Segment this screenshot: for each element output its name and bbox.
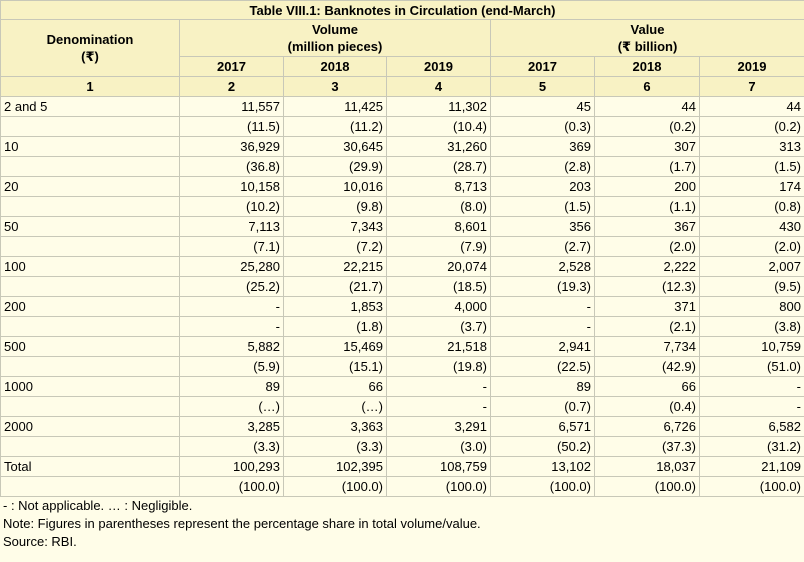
year-header: 2017 — [180, 57, 284, 77]
value-cell: 31,260 — [387, 137, 491, 157]
table-row-share — [1, 197, 804, 217]
table-notes — [0, 497, 804, 551]
value-cell: 5,882 — [180, 337, 284, 357]
table-row — [1, 177, 804, 197]
table-row — [1, 417, 804, 437]
value-unit: (₹ billion) — [617, 39, 678, 54]
value-cell: 3,285 — [180, 417, 284, 437]
table-row-share — [1, 437, 804, 457]
share-cell: (0.8) — [700, 197, 804, 217]
empty-cell — [1, 197, 180, 217]
empty-cell — [1, 157, 180, 177]
value-cell: 200 — [595, 177, 700, 197]
volume-unit: (million pieces) — [287, 39, 383, 54]
value-header — [491, 20, 804, 57]
table-row-share — [1, 277, 804, 297]
legend-note: - : Not applicable. … : Negligible. — [3, 498, 193, 513]
share-cell: (3.7) — [387, 317, 491, 337]
value-cell: 11,425 — [284, 97, 387, 117]
table-row — [1, 457, 804, 477]
value-cell: 313 — [700, 137, 804, 157]
denomination-cell: Total — [1, 457, 180, 477]
column-number: 3 — [284, 77, 387, 97]
value-cell: 66 — [595, 377, 700, 397]
denomination-cell: 1000 — [1, 377, 180, 397]
year-header: 2018 — [284, 57, 387, 77]
share-cell: (7.9) — [387, 237, 491, 257]
share-cell: (100.0) — [491, 477, 595, 497]
share-cell: (11.2) — [284, 117, 387, 137]
column-number: 1 — [1, 77, 180, 97]
value-cell: 44 — [595, 97, 700, 117]
share-cell: (11.5) — [180, 117, 284, 137]
value-cell: 21,518 — [387, 337, 491, 357]
share-cell: (2.1) — [595, 317, 700, 337]
share-cell: (1.7) — [595, 157, 700, 177]
value-cell: 7,734 — [595, 337, 700, 357]
share-cell: (1.5) — [491, 197, 595, 217]
denomination-unit: (₹) — [81, 49, 99, 64]
denomination-cell: 10 — [1, 137, 180, 157]
denomination-cell: 2000 — [1, 417, 180, 437]
share-cell: (9.5) — [700, 277, 804, 297]
share-cell: (1.5) — [700, 157, 804, 177]
value-cell: - — [180, 297, 284, 317]
share-cell: - — [700, 397, 804, 417]
value-cell: 89 — [180, 377, 284, 397]
year-header: 2017 — [491, 57, 595, 77]
share-cell: (50.2) — [491, 437, 595, 457]
value-label: Value — [630, 22, 665, 37]
value-cell: 369 — [491, 137, 595, 157]
value-cell: 2,528 — [491, 257, 595, 277]
column-number: 2 — [180, 77, 284, 97]
column-number: 4 — [387, 77, 491, 97]
share-cell: (19.3) — [491, 277, 595, 297]
table-title: Table VIII.1: Banknotes in Circulation (end-March) — [1, 1, 804, 20]
value-cell: 25,280 — [180, 257, 284, 277]
share-cell: (10.2) — [180, 197, 284, 217]
denomination-cell: 100 — [1, 257, 180, 277]
share-cell: (…) — [284, 397, 387, 417]
value-cell: 4,000 — [387, 297, 491, 317]
share-cell: (12.3) — [595, 277, 700, 297]
table-row-share — [1, 397, 804, 417]
empty-cell — [1, 477, 180, 497]
share-cell: (8.0) — [387, 197, 491, 217]
denomination-cell: 500 — [1, 337, 180, 357]
share-cell: (1.1) — [595, 197, 700, 217]
value-cell: 66 — [284, 377, 387, 397]
table-title-row — [1, 1, 804, 20]
value-cell: 20,074 — [387, 257, 491, 277]
share-cell: (0.4) — [595, 397, 700, 417]
table-row — [1, 217, 804, 237]
share-cell: (2.0) — [595, 237, 700, 257]
value-cell: 2,007 — [700, 257, 804, 277]
volume-header — [180, 20, 491, 57]
share-cell: (3.0) — [387, 437, 491, 457]
table-row — [1, 377, 804, 397]
empty-cell — [1, 437, 180, 457]
table-row-share — [1, 237, 804, 257]
denomination-cell: 2 and 5 — [1, 97, 180, 117]
share-cell: (9.8) — [284, 197, 387, 217]
share-cell: (7.2) — [284, 237, 387, 257]
share-cell: (5.9) — [180, 357, 284, 377]
value-cell: 22,215 — [284, 257, 387, 277]
share-cell: (…) — [180, 397, 284, 417]
value-cell: 13,102 — [491, 457, 595, 477]
value-cell: 174 — [700, 177, 804, 197]
value-cell: 430 — [700, 217, 804, 237]
share-cell: (36.8) — [180, 157, 284, 177]
share-cell: (18.5) — [387, 277, 491, 297]
denomination-header — [1, 20, 180, 77]
column-number-row — [1, 77, 804, 97]
share-cell: (0.7) — [491, 397, 595, 417]
column-number: 6 — [595, 77, 700, 97]
share-cell: (100.0) — [180, 477, 284, 497]
table-row — [1, 257, 804, 277]
value-cell: 45 — [491, 97, 595, 117]
share-cell: (100.0) — [700, 477, 804, 497]
value-cell: 6,582 — [700, 417, 804, 437]
share-cell: - — [491, 317, 595, 337]
denomination-label: Denomination — [46, 32, 134, 47]
value-cell: 2,222 — [595, 257, 700, 277]
value-cell: 11,302 — [387, 97, 491, 117]
share-cell: (51.0) — [700, 357, 804, 377]
table-row — [1, 97, 804, 117]
share-cell: (2.7) — [491, 237, 595, 257]
value-cell: 800 — [700, 297, 804, 317]
value-cell: 89 — [491, 377, 595, 397]
value-cell: 18,037 — [595, 457, 700, 477]
share-cell: (15.1) — [284, 357, 387, 377]
share-cell: (31.2) — [700, 437, 804, 457]
share-cell: (100.0) — [284, 477, 387, 497]
value-cell: 10,016 — [284, 177, 387, 197]
value-cell: 44 — [700, 97, 804, 117]
denomination-cell: 20 — [1, 177, 180, 197]
denomination-cell: 200 — [1, 297, 180, 317]
year-header: 2019 — [387, 57, 491, 77]
share-cell: (3.3) — [180, 437, 284, 457]
share-cell: (100.0) — [387, 477, 491, 497]
table-row — [1, 297, 804, 317]
share-cell: (10.4) — [387, 117, 491, 137]
column-number: 5 — [491, 77, 595, 97]
empty-cell — [1, 397, 180, 417]
value-cell: 367 — [595, 217, 700, 237]
share-cell: (3.3) — [284, 437, 387, 457]
column-number: 7 — [700, 77, 804, 97]
table-row — [1, 337, 804, 357]
share-cell: (1.8) — [284, 317, 387, 337]
table-row-share — [1, 357, 804, 377]
share-cell: (2.8) — [491, 157, 595, 177]
value-cell: 203 — [491, 177, 595, 197]
value-cell: 307 — [595, 137, 700, 157]
value-cell: 11,557 — [180, 97, 284, 117]
value-cell: 30,645 — [284, 137, 387, 157]
empty-cell — [1, 237, 180, 257]
value-cell: 356 — [491, 217, 595, 237]
value-cell: 3,291 — [387, 417, 491, 437]
share-cell: (42.9) — [595, 357, 700, 377]
table-row-share — [1, 157, 804, 177]
share-cell: (25.2) — [180, 277, 284, 297]
table-row — [1, 137, 804, 157]
share-cell: (3.8) — [700, 317, 804, 337]
year-header: 2018 — [595, 57, 700, 77]
share-cell: (100.0) — [595, 477, 700, 497]
value-cell: 6,726 — [595, 417, 700, 437]
value-cell: 10,759 — [700, 337, 804, 357]
value-cell: 8,601 — [387, 217, 491, 237]
value-cell: - — [700, 377, 804, 397]
value-cell: 15,469 — [284, 337, 387, 357]
denomination-cell: 50 — [1, 217, 180, 237]
table-row-share — [1, 117, 804, 137]
empty-cell — [1, 317, 180, 337]
year-header: 2019 — [700, 57, 804, 77]
value-cell: 108,759 — [387, 457, 491, 477]
empty-cell — [1, 117, 180, 137]
share-cell: (37.3) — [595, 437, 700, 457]
table-row-share — [1, 317, 804, 337]
share-cell: (28.7) — [387, 157, 491, 177]
value-cell: 100,293 — [180, 457, 284, 477]
value-cell: 3,363 — [284, 417, 387, 437]
percentage-note: Note: Figures in parentheses represent the percentage share in total volume/value. — [3, 516, 481, 531]
value-cell: 371 — [595, 297, 700, 317]
value-cell: 2,941 — [491, 337, 595, 357]
share-cell: (2.0) — [700, 237, 804, 257]
share-cell: (0.3) — [491, 117, 595, 137]
share-cell: (0.2) — [700, 117, 804, 137]
table-row-share — [1, 477, 804, 497]
value-cell: 21,109 — [700, 457, 804, 477]
share-cell: (21.7) — [284, 277, 387, 297]
value-cell: 8,713 — [387, 177, 491, 197]
share-cell: (22.5) — [491, 357, 595, 377]
share-cell: (19.8) — [387, 357, 491, 377]
value-cell: - — [387, 377, 491, 397]
value-cell: - — [491, 297, 595, 317]
empty-cell — [1, 357, 180, 377]
value-cell: 36,929 — [180, 137, 284, 157]
value-cell: 1,853 — [284, 297, 387, 317]
volume-label: Volume — [312, 22, 358, 37]
share-cell: (29.9) — [284, 157, 387, 177]
share-cell: - — [387, 397, 491, 417]
value-cell: 102,395 — [284, 457, 387, 477]
share-cell: - — [180, 317, 284, 337]
empty-cell — [1, 277, 180, 297]
value-cell: 6,571 — [491, 417, 595, 437]
value-cell: 7,343 — [284, 217, 387, 237]
source-note: Source: RBI. — [3, 534, 77, 549]
share-cell: (0.2) — [595, 117, 700, 137]
value-cell: 10,158 — [180, 177, 284, 197]
value-cell: 7,113 — [180, 217, 284, 237]
share-cell: (7.1) — [180, 237, 284, 257]
